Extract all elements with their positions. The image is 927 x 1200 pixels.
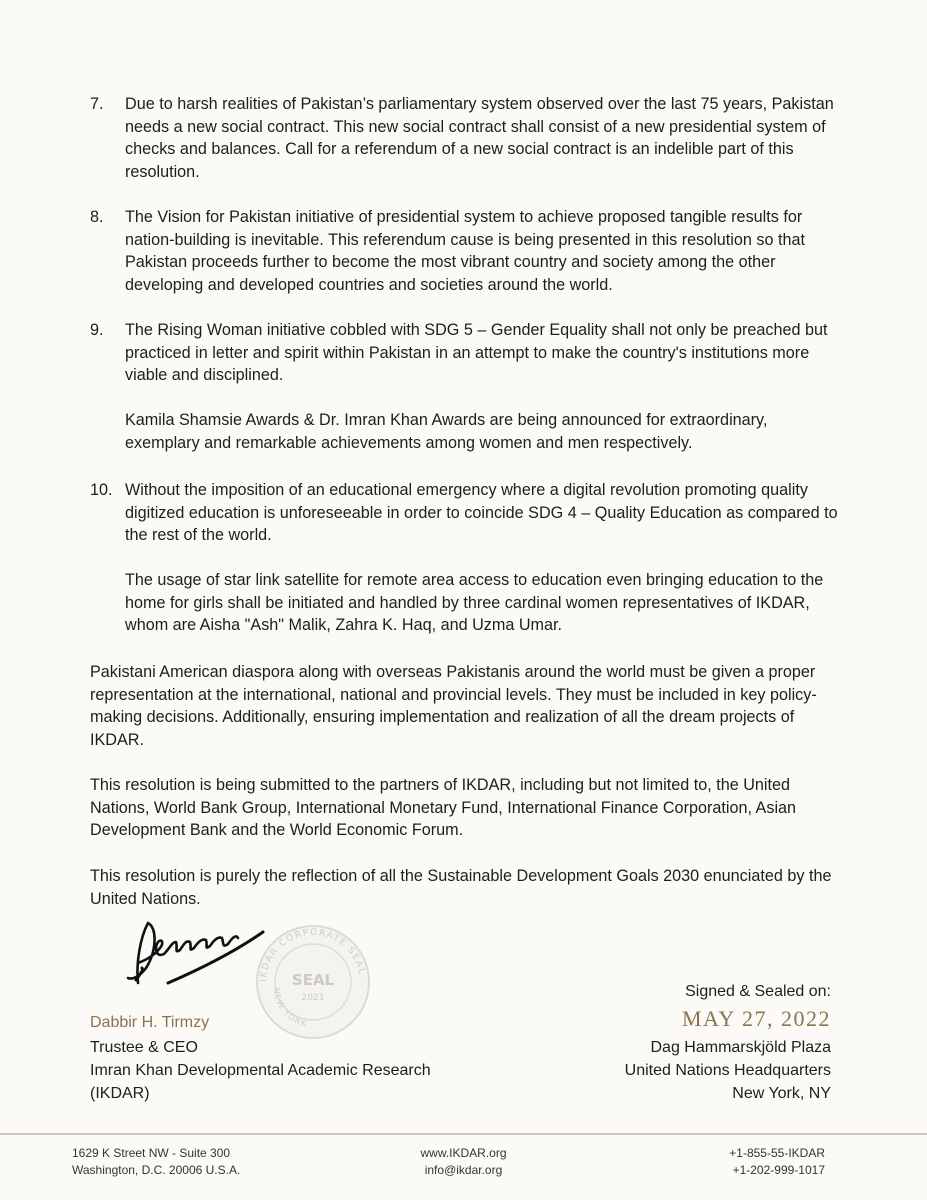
signed-date: MAY 27, 2022 [681, 1006, 831, 1031]
seal-center-text: SEAL [291, 971, 335, 989]
seal-ring-text: IKDAR CORPORATE SEAL [258, 927, 367, 983]
phone-1[interactable]: +1-855-55-IKDAR [729, 1146, 825, 1160]
signatory-organization-abbr: (IKDAR) [90, 1085, 150, 1102]
list-text: Due to harsh realities of Pakistan’s parliamentary system observed over the last 75 years, Pakistan needs a new social contract. This new social contract shall consist of a new presidential system of checks and balances. Call for a referendum of a new social contract is an indelible part of this resolution. [125, 95, 834, 181]
footer-phones [729, 1145, 825, 1179]
paragraph-diaspora: Pakistani American diaspora along with overseas Pakistanis around the world must be given a proper representation at the international, national and provincial levels. They must be included in key policy-making decisions. Additionally, ensuring implementation and realization of all the dream projects of IKDAR. [90, 663, 817, 749]
place-line-3: New York, NY [732, 1085, 831, 1102]
list-text: The Rising Woman initiative cobbled with SDG 5 – Gender Equality shall not only be preached but practiced in letter and spirit within Pakistan in an attempt to make the country's institutions more viable and disciplined. [125, 321, 828, 385]
list-subparagraph: The usage of star link satellite for remote area access to education even bringing education to the home for girls shall be initiated and handled by three cardinal women representatives of IKDAR, whom are Aisha "Ash" Malik, Zahra K. Haq, and Uzma Umar. [125, 571, 824, 635]
signing-place [625, 1036, 831, 1105]
list-text: Without the imposition of an educational emergency where a digital revolution promoting quality digitized education is unforeseeable in order to coincide SDG 4 – Quality Education as compared to the rest of the world. [125, 481, 838, 545]
place-line-2: United Nations Headquarters [624, 1062, 831, 1079]
paragraph-sdg: This resolution is purely the reflection of all the Sustainable Development Goals 2030 enunciated by the United Nations. [90, 867, 832, 908]
signatory-name: Dabbir H. Tirmzy [90, 1014, 210, 1031]
list-number: 7. [90, 95, 104, 113]
phone-2[interactable]: +1-202-999-1017 [732, 1163, 825, 1177]
embossed-seal-icon [248, 922, 378, 1040]
address-line-1: 1629 K Street NW - Suite 300 [72, 1146, 231, 1160]
list-number: 9. [90, 321, 104, 339]
list-subparagraph: Kamila Shamsie Awards & Dr. Imran Khan Awards are being announced for extraordinary, exemplary and remarkable achievements among women and men respectively. [125, 411, 768, 452]
footer-divider [0, 1133, 927, 1135]
website-link[interactable]: www.IKDAR.org [420, 1146, 507, 1160]
signatory-organization: Imran Khan Developmental Academic Research [90, 1062, 431, 1079]
list-number: 10. [90, 481, 113, 499]
address-line-2: Washington, D.C. 20006 U.S.A. [72, 1163, 241, 1177]
paragraph-partners: This resolution is being submitted to the partners of IKDAR, including but not limited to, the United Nations, World Bank Group, International Monetary Fund, International Finance Corporation, Asian Development Bank and the World Economic Forum. [90, 776, 797, 840]
signatory-title: Trustee & CEO [90, 1039, 198, 1056]
seal-bottom-text: NEW YORK [271, 987, 309, 1029]
seal-year-text: 2021 [301, 993, 325, 1003]
signatory-title-block [90, 1036, 431, 1105]
signed-sealed-label: Signed & Sealed on: [685, 983, 831, 1000]
list-number: 8. [90, 208, 104, 226]
list-text: The Vision for Pakistan initiative of presidential system to achieve proposed tangible results for nation-building is inevitable. This referendum cause is being presented in this resolution so that Pakistan proceeds further to become the most vibrant country and society among the other developing and developed countries and societies around the world. [125, 208, 805, 294]
email-link[interactable]: info@ikdar.org [424, 1163, 503, 1177]
place-line-1: Dag Hammarskjöld Plaza [650, 1039, 831, 1056]
